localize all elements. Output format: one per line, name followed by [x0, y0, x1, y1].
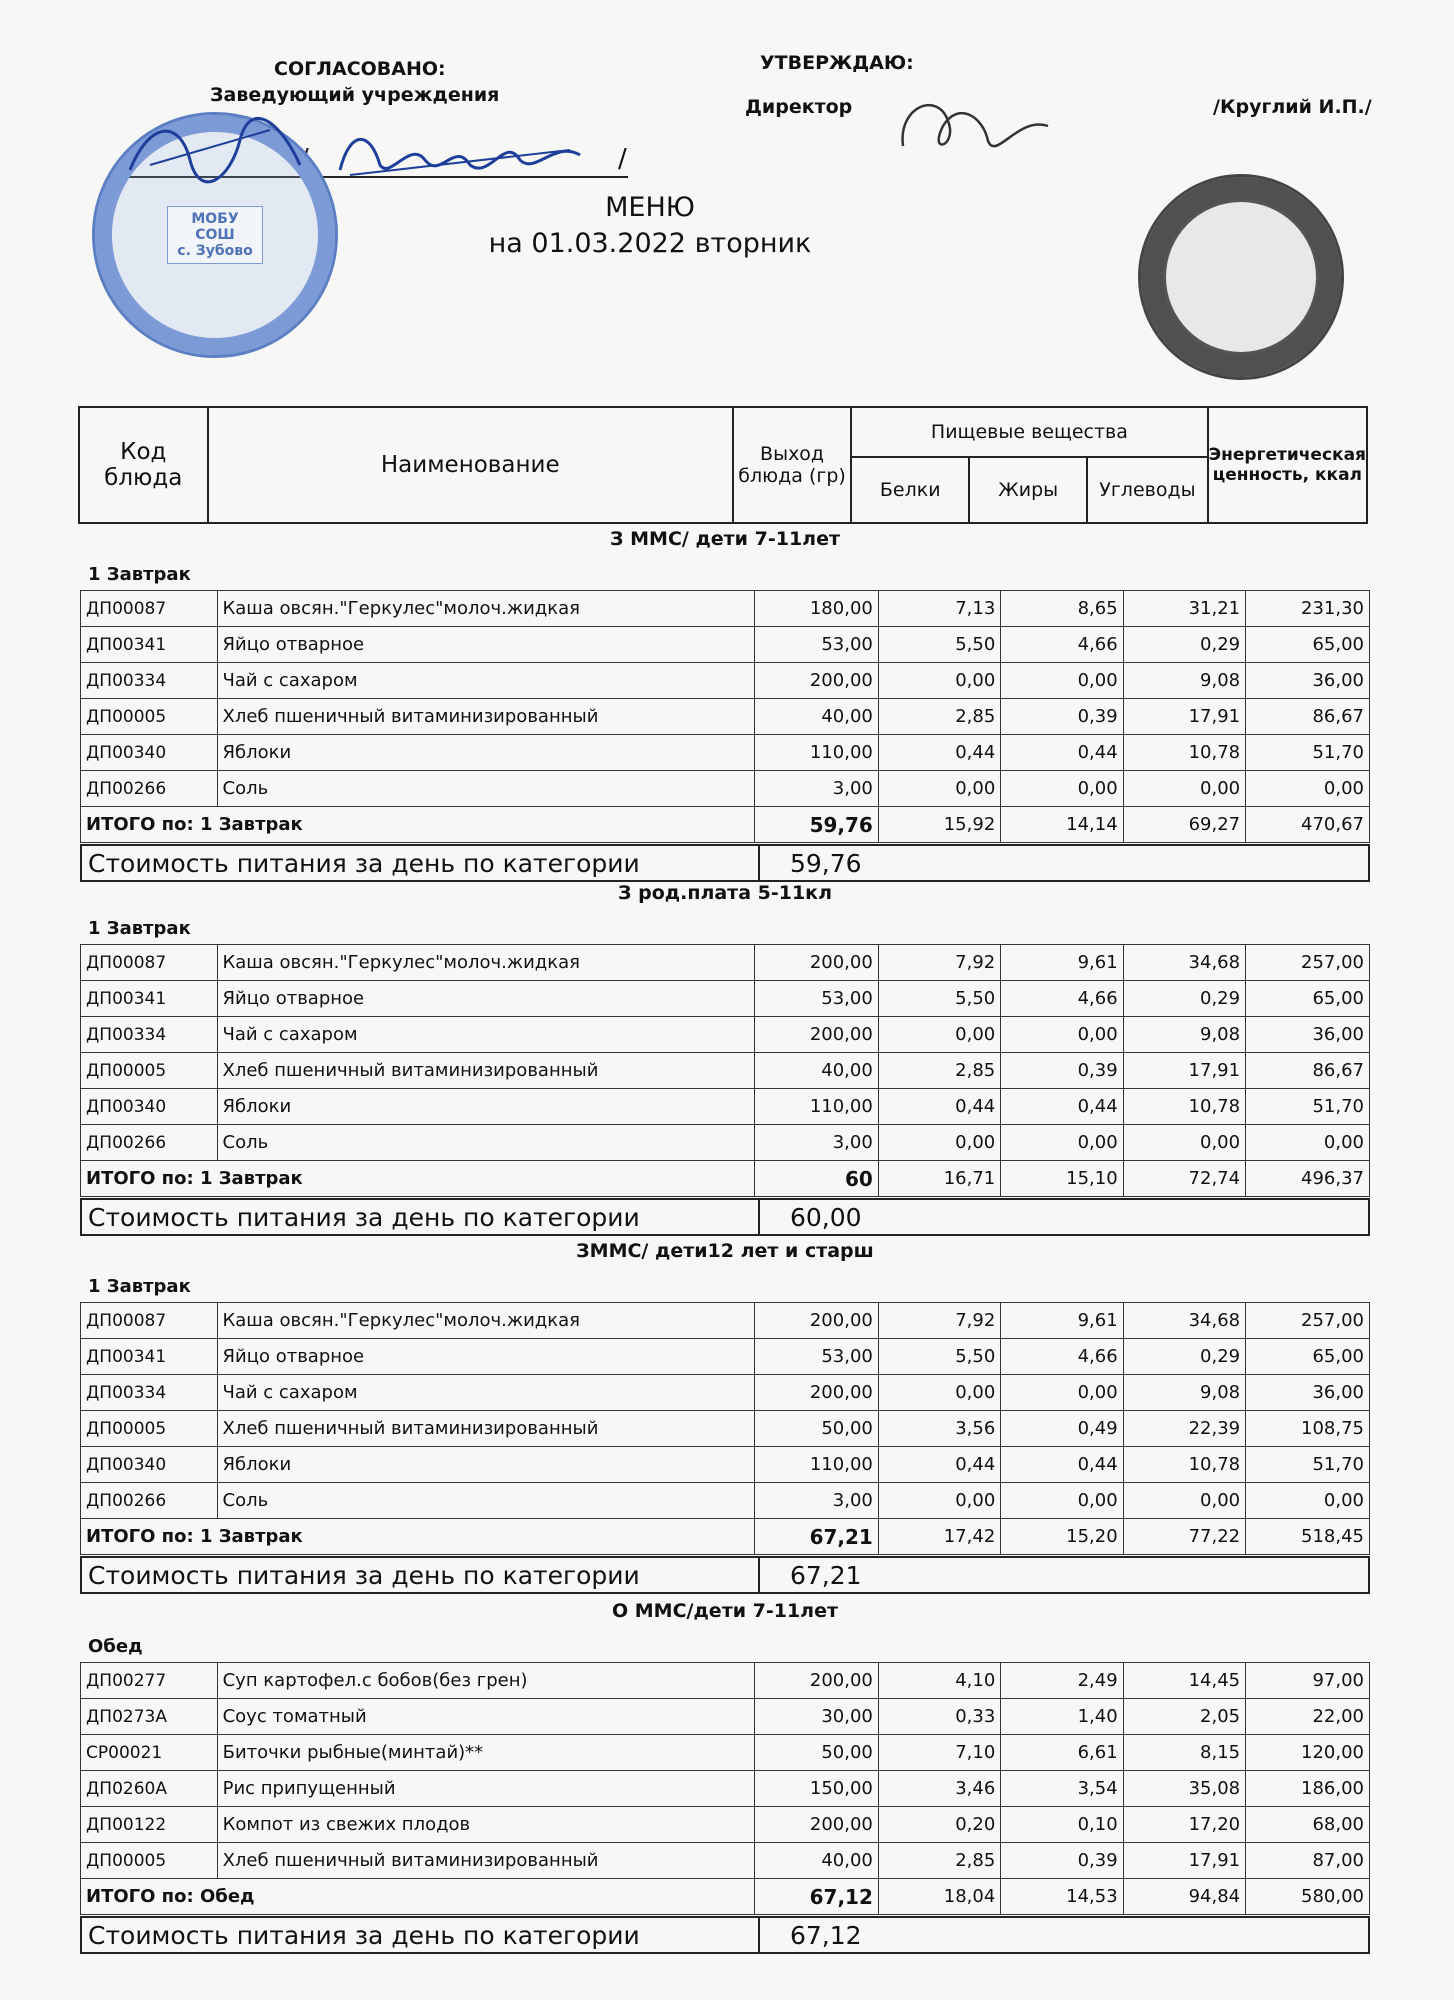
- cell-code: ДП00334: [81, 1017, 218, 1053]
- cell-name: Соль: [217, 1483, 754, 1519]
- cell-fat: 4,66: [1001, 1339, 1123, 1375]
- total-yield: 67,12: [755, 1879, 879, 1915]
- cell-code: ДП0273А: [81, 1699, 218, 1735]
- page-subtitle: на 01.03.2022 вторник: [488, 228, 812, 259]
- col-fat: Жиры: [969, 457, 1087, 523]
- cell-code: ДП00087: [81, 1303, 218, 1339]
- cost-value: 59,76: [790, 849, 862, 878]
- cell-energy: 36,00: [1246, 663, 1370, 699]
- total-carbs: 72,74: [1123, 1161, 1245, 1197]
- table-row: [81, 1375, 1370, 1411]
- cell-yield: 40,00: [754, 1053, 878, 1089]
- cell-yield: 30,00: [755, 1699, 879, 1735]
- cell-fat: 2,49: [1001, 1663, 1123, 1699]
- approve-label: УТВЕРЖДАЮ:: [760, 52, 914, 74]
- total-label: ИТОГО по: 1 Завтрак: [81, 1161, 755, 1197]
- cell-protein: 0,00: [878, 1017, 1000, 1053]
- meal-label: 1 Завтрак: [88, 1276, 191, 1297]
- cell-protein: 5,50: [878, 981, 1000, 1017]
- total-energy: 518,45: [1246, 1519, 1370, 1555]
- cell-name: Соль: [217, 771, 754, 807]
- table-row: [81, 981, 1370, 1017]
- section-title: З род.плата 5-11кл: [617, 882, 832, 904]
- cell-carbs: 34,68: [1123, 945, 1245, 981]
- table-row: [81, 699, 1370, 735]
- col-energy: Энергетическая ценность, ккал: [1208, 407, 1367, 523]
- cell-energy: 65,00: [1246, 1339, 1370, 1375]
- table-row: [81, 1663, 1370, 1699]
- agreed-role: Заведующий учреждения: [210, 84, 500, 106]
- cell-name: Биточки рыбные(минтай)**: [217, 1735, 754, 1771]
- table-row: [81, 1699, 1370, 1735]
- cell-yield: 110,00: [754, 1447, 878, 1483]
- cell-name: Каша овсян."Геркулес"молоч.жидкая: [217, 1303, 754, 1339]
- cell-yield: 200,00: [754, 1303, 878, 1339]
- cell-name: Хлеб пшеничный витаминизированный: [217, 1843, 754, 1879]
- cell-name: Чай с сахаром: [217, 1375, 754, 1411]
- cell-carbs: 0,29: [1123, 627, 1245, 663]
- stamp-text: МОБУ СОШ с. Зубово: [177, 211, 253, 259]
- total-row: [81, 1519, 1370, 1555]
- col-protein: Белки: [851, 457, 969, 523]
- cell-code: ДП00266: [81, 1483, 218, 1519]
- column-header: [78, 406, 1368, 524]
- cell-fat: 9,61: [1001, 945, 1123, 981]
- menu-table: [80, 944, 1370, 1197]
- total-energy: 496,37: [1246, 1161, 1370, 1197]
- meal-label: 1 Завтрак: [88, 918, 191, 939]
- cell-fat: 0,39: [1001, 1053, 1123, 1089]
- meal-label: Обед: [88, 1636, 143, 1657]
- cell-fat: 0,44: [1001, 1447, 1123, 1483]
- cell-fat: 0,00: [1001, 1483, 1123, 1519]
- cell-code: ДП00341: [81, 1339, 218, 1375]
- cell-name: Яйцо отварное: [217, 981, 754, 1017]
- cell-name: Соус томатный: [217, 1699, 754, 1735]
- cell-yield: 150,00: [755, 1771, 879, 1807]
- total-carbs: 77,22: [1123, 1519, 1245, 1555]
- cell-energy: 51,70: [1246, 1447, 1370, 1483]
- total-fat: 15,20: [1001, 1519, 1123, 1555]
- cell-yield: 200,00: [754, 1375, 878, 1411]
- cell-protein: 0,33: [878, 1699, 1000, 1735]
- cell-code: ДП00005: [81, 1843, 218, 1879]
- total-protein: 17,42: [878, 1519, 1000, 1555]
- cell-yield: 200,00: [754, 663, 878, 699]
- cell-carbs: 0,29: [1123, 1339, 1245, 1375]
- cell-carbs: 35,08: [1123, 1771, 1245, 1807]
- cell-energy: 0,00: [1246, 1125, 1370, 1161]
- cell-carbs: 9,08: [1123, 1375, 1245, 1411]
- table-row: [81, 663, 1370, 699]
- table-row: [81, 1411, 1370, 1447]
- cell-yield: 53,00: [754, 1339, 878, 1375]
- cell-code: ДП00340: [81, 1447, 218, 1483]
- cell-fat: 0,00: [1001, 1017, 1123, 1053]
- cell-carbs: 2,05: [1123, 1699, 1245, 1735]
- cell-protein: 7,13: [878, 591, 1000, 627]
- total-protein: 16,71: [878, 1161, 1000, 1197]
- approve-role: Директор: [745, 96, 853, 118]
- table-row: [81, 735, 1370, 771]
- cost-label: Стоимость питания за день по категории: [82, 1200, 760, 1234]
- cell-protein: 2,85: [878, 1053, 1000, 1089]
- cell-code: ДП00005: [81, 1411, 218, 1447]
- cell-name: Яблоки: [217, 735, 754, 771]
- cell-code: ДП00340: [81, 1089, 218, 1125]
- cell-carbs: 10,78: [1123, 735, 1245, 771]
- cell-code: ДП00341: [81, 981, 218, 1017]
- total-yield: 67,21: [754, 1519, 878, 1555]
- table-row: [81, 627, 1370, 663]
- menu-table: [80, 590, 1370, 843]
- table-row: [81, 591, 1370, 627]
- cell-yield: 40,00: [754, 699, 878, 735]
- table-row: [81, 1807, 1370, 1843]
- cell-code: ДП00340: [81, 735, 218, 771]
- cell-protein: 0,00: [878, 771, 1000, 807]
- cell-code: ДП00277: [81, 1663, 218, 1699]
- table-row: [81, 1447, 1370, 1483]
- cell-protein: 5,50: [878, 627, 1000, 663]
- cell-protein: 5,50: [878, 1339, 1000, 1375]
- cell-energy: 257,00: [1246, 945, 1370, 981]
- cell-name: Яйцо отварное: [217, 1339, 754, 1375]
- daily-cost: [80, 844, 1370, 882]
- cell-energy: 97,00: [1246, 1663, 1370, 1699]
- cell-fat: 0,00: [1001, 663, 1123, 699]
- cell-protein: 7,92: [878, 945, 1000, 981]
- total-label: ИТОГО по: Обед: [81, 1879, 755, 1915]
- cell-carbs: 10,78: [1123, 1447, 1245, 1483]
- cell-energy: 186,00: [1246, 1771, 1370, 1807]
- cell-energy: 87,00: [1246, 1843, 1370, 1879]
- cell-protein: 0,20: [878, 1807, 1000, 1843]
- cell-carbs: 9,08: [1123, 1017, 1245, 1053]
- cell-code: ДП00334: [81, 663, 218, 699]
- cell-protein: 0,00: [878, 1483, 1000, 1519]
- section-title: О ММС/дети 7-11лет: [612, 1600, 838, 1622]
- cell-energy: 36,00: [1246, 1017, 1370, 1053]
- cell-code: ДП00087: [81, 945, 218, 981]
- total-protein: 15,92: [878, 807, 1000, 843]
- cell-energy: 51,70: [1246, 735, 1370, 771]
- cell-carbs: 0,00: [1123, 1483, 1245, 1519]
- cell-name: Суп картофел.с бобов(без грен): [217, 1663, 754, 1699]
- cell-fat: 0,44: [1001, 1089, 1123, 1125]
- daily-cost: [80, 1198, 1370, 1236]
- cell-fat: 1,40: [1001, 1699, 1123, 1735]
- cell-yield: 53,00: [754, 627, 878, 663]
- cell-code: ДП00087: [81, 591, 218, 627]
- total-carbs: 94,84: [1123, 1879, 1245, 1915]
- cell-protein: 0,00: [878, 1375, 1000, 1411]
- cell-energy: 36,00: [1246, 1375, 1370, 1411]
- cell-carbs: 0,00: [1123, 1125, 1245, 1161]
- cell-code: СР00021: [81, 1735, 218, 1771]
- cell-name: Чай с сахаром: [217, 1017, 754, 1053]
- daily-cost: [80, 1556, 1370, 1594]
- cell-protein: 0,00: [878, 663, 1000, 699]
- col-carbs: Углеводы: [1087, 457, 1207, 523]
- cell-carbs: 9,08: [1123, 663, 1245, 699]
- cell-protein: 0,44: [878, 1089, 1000, 1125]
- total-protein: 18,04: [878, 1879, 1000, 1915]
- cell-fat: 9,61: [1001, 1303, 1123, 1339]
- cell-carbs: 17,20: [1123, 1807, 1245, 1843]
- cell-protein: 3,46: [878, 1771, 1000, 1807]
- cell-name: Компот из свежих плодов: [217, 1807, 754, 1843]
- cell-fat: 3,54: [1001, 1771, 1123, 1807]
- total-yield: 59,76: [754, 807, 878, 843]
- total-label: ИТОГО по: 1 Завтрак: [81, 807, 755, 843]
- cost-value: 67,21: [790, 1561, 862, 1590]
- cell-fat: 0,10: [1001, 1807, 1123, 1843]
- cell-code: ДП00122: [81, 1807, 218, 1843]
- cell-energy: 86,67: [1246, 699, 1370, 735]
- cell-fat: 8,65: [1001, 591, 1123, 627]
- cell-code: ДП00334: [81, 1375, 218, 1411]
- cell-carbs: 31,21: [1123, 591, 1245, 627]
- total-energy: 580,00: [1246, 1879, 1370, 1915]
- signature-slash: /: [618, 144, 627, 174]
- cell-energy: 257,00: [1246, 1303, 1370, 1339]
- cell-name: Хлеб пшеничный витаминизированный: [217, 1053, 754, 1089]
- cell-fat: 0,44: [1001, 735, 1123, 771]
- cell-fat: 4,66: [1001, 981, 1123, 1017]
- table-row: [81, 945, 1370, 981]
- cell-name: Яблоки: [217, 1447, 754, 1483]
- cell-code: ДП00005: [81, 699, 218, 735]
- table-row: [81, 1125, 1370, 1161]
- cell-code: ДП00005: [81, 1053, 218, 1089]
- col-nutrients: Пищевые вещества: [851, 407, 1207, 457]
- total-row: [81, 807, 1370, 843]
- cost-value: 67,12: [790, 1921, 862, 1950]
- cell-name: Соль: [217, 1125, 754, 1161]
- signature-scribble: [330, 120, 610, 190]
- cell-yield: 53,00: [754, 981, 878, 1017]
- cell-energy: 108,75: [1246, 1411, 1370, 1447]
- cell-protein: 2,85: [878, 1843, 1000, 1879]
- cell-energy: 120,00: [1246, 1735, 1370, 1771]
- table-row: [81, 1771, 1370, 1807]
- cell-fat: 0,00: [1001, 771, 1123, 807]
- table-row: [81, 771, 1370, 807]
- total-fat: 14,53: [1001, 1879, 1123, 1915]
- cell-name: Чай с сахаром: [217, 663, 754, 699]
- col-yield: Выход блюда (гр): [733, 407, 851, 523]
- total-fat: 14,14: [1001, 807, 1123, 843]
- cell-fat: 0,00: [1001, 1375, 1123, 1411]
- menu-table: [80, 1662, 1370, 1915]
- section-title: ЗММС/ дети12 лет и старш: [576, 1240, 874, 1262]
- signature-slash: /: [300, 144, 309, 174]
- col-code: Код блюда: [79, 407, 208, 523]
- cell-fat: 0,39: [1001, 699, 1123, 735]
- cell-energy: 0,00: [1246, 1483, 1370, 1519]
- section-title: З ММС/ дети 7-11лет: [610, 528, 840, 550]
- cell-name: Хлеб пшеничный витаминизированный: [217, 1411, 754, 1447]
- cell-fat: 0,49: [1001, 1411, 1123, 1447]
- cell-fat: 4,66: [1001, 627, 1123, 663]
- total-energy: 470,67: [1246, 807, 1370, 843]
- signature-scribble: [888, 86, 1058, 176]
- cell-yield: 110,00: [754, 735, 878, 771]
- signature-scribble: [120, 110, 310, 190]
- agreed-label: СОГЛАСОВАНО:: [274, 58, 446, 80]
- table-row: [81, 1483, 1370, 1519]
- cell-code: ДП00266: [81, 1125, 218, 1161]
- cell-energy: 51,70: [1246, 1089, 1370, 1125]
- table-row: [81, 1339, 1370, 1375]
- cell-carbs: 17,91: [1123, 1053, 1245, 1089]
- page-title: МЕНЮ: [605, 192, 695, 223]
- cell-name: Каша овсян."Геркулес"молоч.жидкая: [217, 591, 754, 627]
- total-carbs: 69,27: [1123, 807, 1245, 843]
- cell-energy: 68,00: [1246, 1807, 1370, 1843]
- cell-energy: 86,67: [1246, 1053, 1370, 1089]
- cell-energy: 65,00: [1246, 981, 1370, 1017]
- cell-name: Яйцо отварное: [217, 627, 754, 663]
- cell-energy: 0,00: [1246, 771, 1370, 807]
- meal-label: 1 Завтрак: [88, 564, 191, 585]
- total-row: [81, 1879, 1370, 1915]
- cell-carbs: 34,68: [1123, 1303, 1245, 1339]
- cell-carbs: 0,29: [1123, 981, 1245, 1017]
- table-row: [81, 1053, 1370, 1089]
- cell-yield: 3,00: [754, 1483, 878, 1519]
- cell-yield: 200,00: [754, 1017, 878, 1053]
- cell-name: Хлеб пшеничный витаминизированный: [217, 699, 754, 735]
- cell-yield: 3,00: [754, 1125, 878, 1161]
- cell-carbs: 14,45: [1123, 1663, 1245, 1699]
- cell-fat: 0,39: [1001, 1843, 1123, 1879]
- table-row: [81, 1089, 1370, 1125]
- cell-fat: 0,00: [1001, 1125, 1123, 1161]
- cell-carbs: 17,91: [1123, 699, 1245, 735]
- cell-name: Каша овсян."Геркулес"молоч.жидкая: [217, 945, 754, 981]
- cell-protein: 2,85: [878, 699, 1000, 735]
- cell-carbs: 0,00: [1123, 771, 1245, 807]
- total-label: ИТОГО по: 1 Завтрак: [81, 1519, 755, 1555]
- cell-code: ДП0260А: [81, 1771, 218, 1807]
- cell-yield: 3,00: [754, 771, 878, 807]
- cell-yield: 200,00: [755, 1663, 879, 1699]
- cost-label: Стоимость питания за день по категории: [82, 1918, 760, 1952]
- cost-label: Стоимость питания за день по категории: [82, 846, 760, 880]
- table-row: [81, 1735, 1370, 1771]
- table-row: [81, 1303, 1370, 1339]
- cell-energy: 231,30: [1246, 591, 1370, 627]
- cell-fat: 6,61: [1001, 1735, 1123, 1771]
- cell-yield: 110,00: [754, 1089, 878, 1125]
- cell-code: ДП00341: [81, 627, 218, 663]
- cell-protein: 0,00: [878, 1125, 1000, 1161]
- director-name: /Круглий И.П./: [1213, 96, 1372, 118]
- cell-carbs: 17,91: [1123, 1843, 1245, 1879]
- cost-label: Стоимость питания за день по категории: [82, 1558, 760, 1592]
- table-row: [81, 1843, 1370, 1879]
- cell-code: ДП00266: [81, 771, 218, 807]
- cell-name: Яблоки: [217, 1089, 754, 1125]
- menu-table: [80, 1302, 1370, 1555]
- cell-yield: 40,00: [755, 1843, 879, 1879]
- cell-yield: 180,00: [754, 591, 878, 627]
- cell-protein: 4,10: [878, 1663, 1000, 1699]
- cell-carbs: 10,78: [1123, 1089, 1245, 1125]
- cost-value: 60,00: [790, 1203, 862, 1232]
- cell-yield: 200,00: [754, 945, 878, 981]
- cell-carbs: 8,15: [1123, 1735, 1245, 1771]
- cell-yield: 200,00: [755, 1807, 879, 1843]
- cell-protein: 0,44: [878, 735, 1000, 771]
- cell-protein: 0,44: [878, 1447, 1000, 1483]
- cell-name: Рис припущенный: [217, 1771, 754, 1807]
- total-row: [81, 1161, 1370, 1197]
- cell-yield: 50,00: [755, 1735, 879, 1771]
- cell-protein: 7,10: [878, 1735, 1000, 1771]
- total-yield: 60: [754, 1161, 878, 1197]
- daily-cost: [80, 1916, 1370, 1954]
- col-name: Наименование: [208, 407, 733, 523]
- table-row: [81, 1017, 1370, 1053]
- total-fat: 15,10: [1001, 1161, 1123, 1197]
- cell-protein: 3,56: [878, 1411, 1000, 1447]
- cell-yield: 50,00: [754, 1411, 878, 1447]
- cell-protein: 7,92: [878, 1303, 1000, 1339]
- cell-energy: 65,00: [1246, 627, 1370, 663]
- cell-energy: 22,00: [1246, 1699, 1370, 1735]
- cell-carbs: 22,39: [1123, 1411, 1245, 1447]
